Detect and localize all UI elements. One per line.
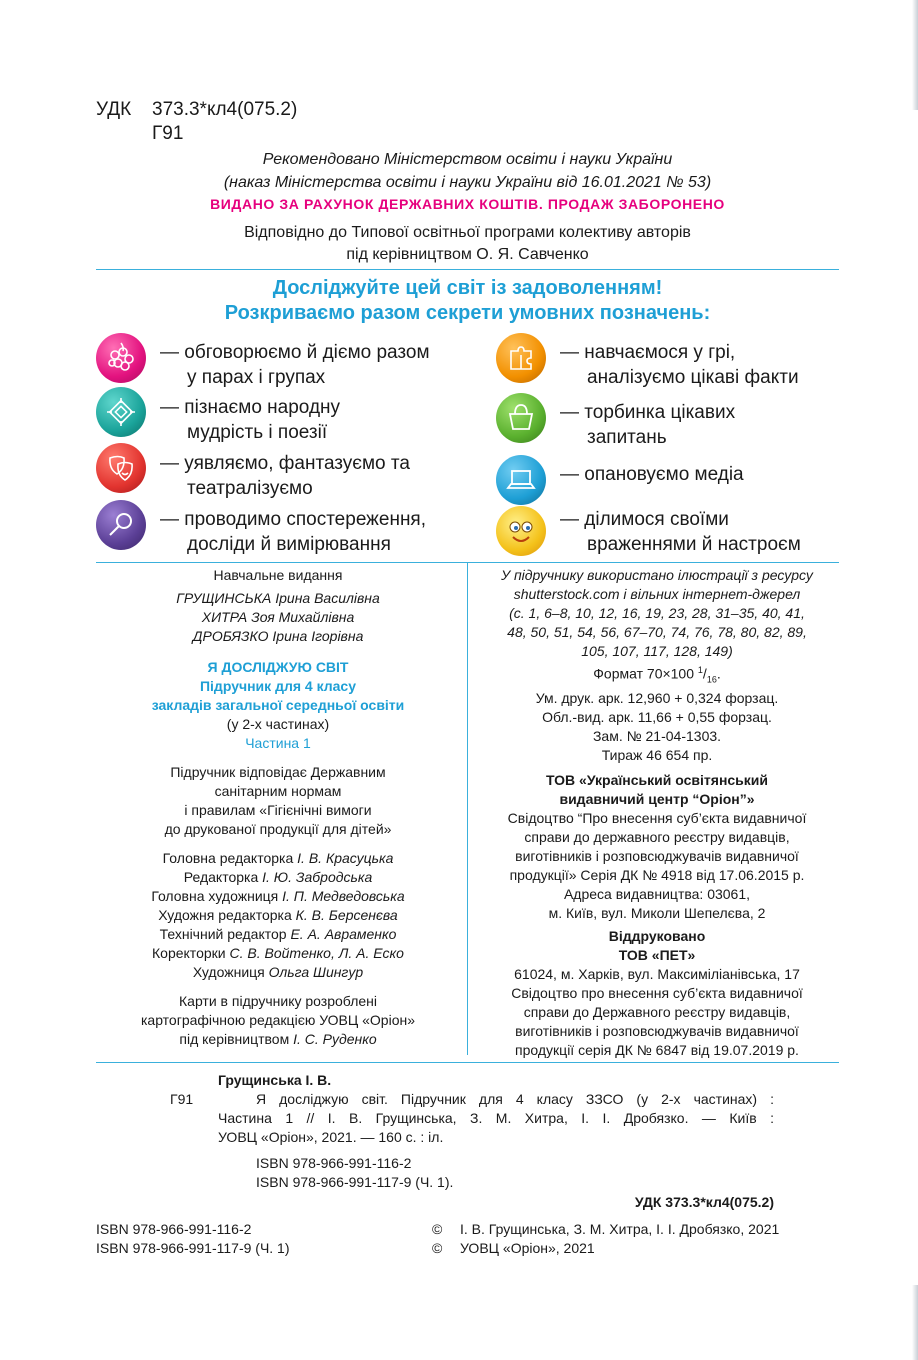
catalog-code: Г91 — [170, 1091, 194, 1107]
footer-copyright — [432, 1220, 779, 1258]
legend-item-emotions — [560, 507, 801, 557]
imprint-right — [475, 566, 839, 1060]
credit-line: Головна редакторка І. В. Красуцька — [162, 850, 394, 866]
recommendation-line: Рекомендовано Міністерством освіти і науки України — [262, 151, 673, 168]
book-subtitle-1: Підручник для 4 класу — [199, 678, 357, 694]
maps-line-2: картографічною редакцією УОВЦ «Оріон» — [140, 1012, 416, 1028]
author-3: ДРОБЯЗКО Ірина Ігорівна — [192, 628, 364, 644]
copyright-line-1: © І. В. Грущинська, З. М. Хитра, І. І. Дробязко, 2021 — [432, 1221, 780, 1237]
book-part: Частина 1 — [245, 735, 311, 751]
legend-line-1: — опановуємо медіа — [560, 464, 744, 485]
credit-line: Коректорки С. В. Войтенко, Л. А. Еско — [152, 945, 404, 961]
credit-line: Редакторка І. Ю. Забродська — [183, 869, 373, 885]
free-notice: ВИДАНО ЗА РАХУНОК ДЕРЖАВНИХ КОШТІВ. ПРОДАЖ ЗАБОРОНЕНО — [210, 196, 725, 212]
printed-by: Віддруковано — [608, 928, 706, 945]
magnifier-icon — [96, 500, 146, 550]
legend-line-2: враженнями й настроєм — [587, 534, 801, 555]
udk-label: УДК — [96, 99, 132, 120]
legend-item-imagine — [160, 451, 410, 501]
catalog-isbn-2: ISBN 978-966-991-117-9 (Ч. 1). — [256, 1174, 454, 1190]
legend-item-observation — [160, 507, 426, 557]
udk-code: 373.3*кл4(075.2) — [152, 99, 298, 120]
sanitary-line-4: до друкованої продукції для дітей» — [164, 821, 392, 837]
slogan-line-2: Розкриваємо разом секрети умовних позначень: — [224, 302, 711, 324]
legend-line-2: у парах і групах — [187, 367, 326, 388]
udk-header — [96, 98, 297, 146]
illustrations-line-5: 105, 107, 117, 128, 149) — [581, 643, 733, 659]
author-2: ХИТРА Зоя Михайлівна — [201, 609, 355, 625]
legend-line-1: — навчаємося у грі, — [560, 342, 736, 363]
divider-top — [96, 269, 839, 270]
column-divider — [467, 563, 468, 1055]
illustrations-line-2: shutterstock.com і вільних інтернет-джерел — [513, 586, 801, 602]
print-sheets: Ум. друк. арк. 12,960 + 0,324 форзац. — [535, 690, 779, 707]
catalog-description — [218, 1090, 774, 1147]
catalog-isbn — [256, 1154, 453, 1192]
credit-line: Головна художниця І. П. Медведовська — [151, 888, 405, 904]
recommendation — [96, 148, 839, 194]
catalog-author: Грущинська І. В. — [218, 1072, 332, 1088]
legend-line-2: аналізуємо цікаві факти — [587, 367, 799, 388]
legend-line-2: запитань — [587, 427, 667, 448]
catalog-line-1: Я досліджую світ. Підручник для 4 класу ЗЗСО (у 2-х частинах) : — [256, 1091, 774, 1107]
maps-line-3: під керівництвом І. С. Руденко — [179, 1031, 377, 1047]
publisher-sheets: Обл.-вид. арк. 11,66 + 0,55 форзац. — [542, 709, 772, 726]
copyright-line-2: © УОВЦ «Оріон», 2021 — [432, 1240, 595, 1256]
address-line-2: м. Київ, вул. Миколи Шепелєва, 2 — [548, 905, 766, 922]
legend-line-1: — пізнаємо народну — [160, 397, 341, 418]
legend-item-group-work — [160, 340, 430, 390]
catalog-udk: УДК 373.3*кл4(075.2) — [634, 1194, 774, 1210]
imprint-left — [96, 566, 460, 1049]
legend-line-1: — уявляємо, фантазуємо та — [160, 453, 410, 474]
order-number: Зам. № 21-04-1303. — [592, 728, 722, 745]
footer-isbn-1: ISBN 978-966-991-116-2 — [96, 1221, 252, 1237]
catalog-isbn-1: ISBN 978-966-991-116-2 — [256, 1155, 412, 1171]
credit-line: Художня редакторка К. В. Берсенєва — [158, 907, 398, 923]
address-line-1: Адреса видавництва: 03061, — [563, 886, 751, 903]
maps-line-1: Карти в підручнику розроблені — [179, 993, 377, 1009]
theatre-masks-icon — [96, 443, 146, 493]
accordance-line-2: під керівництвом О. Я. Савченко — [346, 246, 589, 263]
credit-line: Художниця Ольга Шингур — [192, 964, 364, 980]
slogan — [96, 276, 839, 326]
book-parts: (у 2-х частинах) — [226, 716, 330, 732]
laptop-icon — [496, 455, 546, 505]
certificate-line-1: Свідоцтво “Про внесення суб’єкта видавничої — [507, 810, 807, 827]
page-edge-bottom — [912, 1285, 918, 1360]
certificate-line-2: справи до державного реєстру видавців, — [524, 829, 790, 846]
catalog-line-3: УОВЦ «Оріон», 2021. — 160 с. : іл. — [218, 1129, 444, 1145]
footer-isbn — [96, 1220, 290, 1258]
illustrations-line-1: У підручнику використано ілюстрації з ресурсу — [501, 567, 813, 583]
g-code: Г91 — [152, 123, 184, 144]
shopping-bag-icon — [496, 393, 546, 443]
sanitary-line-2: санітарним нормам — [214, 783, 342, 799]
legend-line-2: театралізуємо — [187, 478, 313, 499]
viburnum-icon — [96, 333, 146, 383]
print-run: Тираж 46 654 пр. — [601, 747, 713, 764]
edition-type: Навчальне видання — [213, 567, 343, 583]
legend-line-2: мудрість і поезії — [187, 422, 328, 443]
legend-item-media — [560, 462, 744, 487]
printer-certificate-2: справи до Державного реєстру видавців, — [523, 1004, 791, 1021]
author-1: ГРУЩИНСЬКА Ірина Василівна — [176, 590, 380, 606]
certificate-line-3: виготівників і розповсюджувачів видавничої — [515, 848, 799, 865]
divider-bottom — [96, 1062, 839, 1063]
illustrations-line-4: 48, 50, 51, 54, 56, 67–70, 74, 76, 78, 80, 82, 89, — [507, 624, 807, 640]
printer-certificate-1: Свідоцтво про внесення суб’єкта видавничої — [511, 985, 803, 1002]
certificate-line-4: продукції» Серія ДК № 4918 від 17.06.2015 р. — [509, 867, 805, 884]
book-title: Я ДОСЛІДЖУЮ СВІТ — [207, 659, 349, 675]
printer-address: 61024, м. Харків, вул. Максиміліанівська, 17 — [514, 966, 800, 983]
legend-line-1: — проводимо спостереження, — [160, 509, 426, 530]
sanitary-line-3: і правилам «Гігієнічні вимоги — [184, 802, 372, 818]
accordance-line-1: Відповідно до Типової освітньої програми колективу авторів — [244, 224, 691, 241]
publisher-line-2: видавничий центр “Оріон”» — [559, 791, 755, 808]
embroidery-icon — [96, 387, 146, 437]
printer-certificate-3: виготівників і розповсюджувачів видавничої — [515, 1023, 799, 1040]
printer-certificate-4: продукції серія ДК № 6847 від 19.07.2019 р. — [515, 1042, 799, 1059]
format-line: Формат 70×100 $^1/_{16}$. — [593, 665, 721, 685]
legend-line-1: — торбинка цікавих — [560, 402, 736, 423]
footer-isbn-2: ISBN 978-966-991-117-9 (Ч. 1) — [96, 1240, 290, 1256]
slogan-line-1: Досліджуйте цей світ із задоволенням! — [272, 277, 663, 299]
printer-name: ТОВ «ПЕТ» — [618, 947, 696, 964]
illustrations-line-3: (с. 1, 6–8, 10, 12, 16, 19, 23, 28, 31–35, 40, 41, — [509, 605, 805, 621]
publisher-line-1: ТОВ «Український освітянський — [545, 772, 769, 789]
legend-item-questions-bag — [560, 400, 735, 450]
credit-line: Технічний редактор Е. А. Авраменко — [159, 926, 397, 942]
program-accordance — [96, 222, 839, 266]
catalog-line-2: Частина 1 // І. В. Грущинська, З. М. Хитра, І. І. Дробязко. — Київ : — [218, 1110, 774, 1126]
sanitary-line-1: Підручник відповідає Державним — [170, 764, 386, 780]
page-edge-top — [912, 0, 918, 110]
legend-line-1: — обговорюємо й діємо разом — [160, 342, 430, 363]
legend-item-folk-wisdom — [160, 395, 340, 445]
puzzle-icon — [496, 333, 546, 383]
legend-line-2: досліди й вимірювання — [187, 534, 391, 555]
legend-item-game-learning — [560, 340, 799, 390]
recommendation-order: (наказ Міністерства освіти і науки України від 16.01.2021 № 53) — [223, 174, 712, 191]
book-subtitle-2: закладів загальної середньої освіти — [151, 697, 405, 713]
legend-line-1: — ділимося своїми — [560, 509, 729, 530]
smiley-icon — [496, 506, 546, 556]
